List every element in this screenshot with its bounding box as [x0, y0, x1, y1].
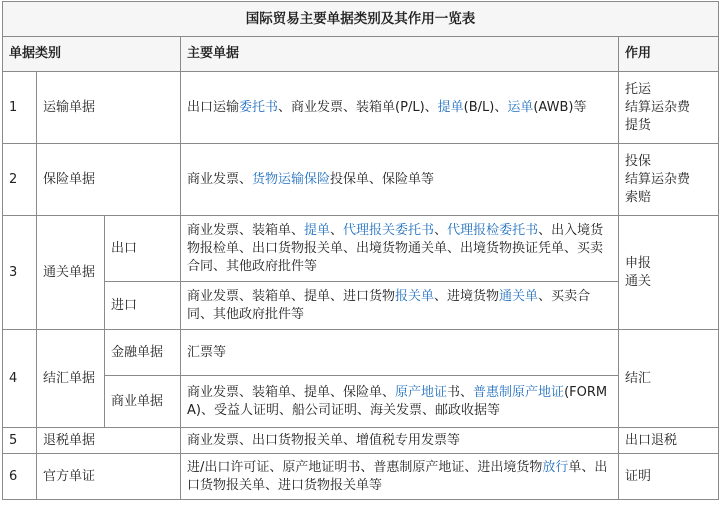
- table-row: [3, 144, 719, 216]
- row-purpose: 申报 通关: [619, 216, 719, 330]
- table-row: [3, 330, 719, 376]
- row-purpose: 托运 结算运杂费 提货: [619, 72, 719, 144]
- sub-category-financial: 金融单据: [105, 330, 181, 376]
- table-row: [3, 376, 719, 428]
- row-number: 6: [3, 454, 37, 500]
- row-category: 结汇单据: [37, 330, 105, 428]
- row-category: 通关单据: [37, 216, 105, 330]
- link-customs-agency-letter[interactable]: 代理报关委托书: [343, 222, 435, 238]
- table-row: [3, 428, 719, 454]
- row-purpose: 投保 结算运杂费 索赔: [619, 144, 719, 216]
- link-certificate-of-origin[interactable]: 原产地证: [395, 384, 448, 400]
- link-bill-of-lading[interactable]: 提单: [304, 222, 331, 238]
- row-number: 4: [3, 330, 37, 428]
- row-documents: 进/出口许可证、原产地证明书、普惠制原产地证、进出境货物放行单、出口货物报关单、进口货物报关单等: [181, 454, 619, 500]
- row-number: 3: [3, 216, 37, 330]
- row-category: 运输单据: [37, 72, 181, 144]
- header-documents: 主要单据: [181, 37, 619, 72]
- table-row: [3, 72, 719, 144]
- row-number: 1: [3, 72, 37, 144]
- row-documents: 汇票等: [181, 330, 619, 376]
- header-category: 单据类别: [3, 37, 181, 72]
- table-title: 国际贸易主要单据类别及其作用一览表: [3, 2, 719, 37]
- row-documents: 商业发票、货物运输保险投保单、保险单等: [181, 144, 619, 216]
- link-inspection-agency-letter[interactable]: 代理报检委托书: [447, 222, 539, 238]
- row-purpose: 结汇: [619, 330, 719, 428]
- row-category: 保险单据: [37, 144, 181, 216]
- table-row: [3, 454, 719, 500]
- link-clearance-form[interactable]: 通关单: [499, 288, 539, 304]
- row-category: 退税单据: [37, 428, 181, 454]
- row-number: 2: [3, 144, 37, 216]
- row-documents: 商业发票、出口货物报关单、增值税专用发票等: [181, 428, 619, 454]
- table-row: [3, 282, 719, 330]
- document-table: [2, 1, 719, 500]
- link-bill-of-lading[interactable]: 提单: [437, 99, 464, 115]
- link-cargo-insurance[interactable]: 货物运输保险: [252, 171, 331, 187]
- link-release[interactable]: 放行: [542, 459, 569, 475]
- row-number: 5: [3, 428, 37, 454]
- link-customs-declaration[interactable]: 报关单: [395, 288, 435, 304]
- row-documents: 商业发票、装箱单、提单、保险单、原产地证书、普惠制原产地证(FORM A)、受益人证明、船公司证明、海关发票、邮政收据等: [181, 376, 619, 428]
- link-gsp-certificate[interactable]: 普惠制原产地证: [473, 384, 565, 400]
- sub-category-commercial: 商业单据: [105, 376, 181, 428]
- header-purpose: 作用: [619, 37, 719, 72]
- sub-category-export: 出口: [105, 216, 181, 282]
- row-documents: 商业发票、装箱单、提单、代理报关委托书、代理报检委托书、出入境货物报检单、出口货物报关单、出境货物通关单、出境货物换证凭单、买卖合同、其他政府批件等: [181, 216, 619, 282]
- link-entrust-letter[interactable]: 委托书: [239, 99, 279, 115]
- row-purpose: 出口退税: [619, 428, 719, 454]
- row-category: 官方单证: [37, 454, 181, 500]
- row-purpose: 证明: [619, 454, 719, 500]
- row-documents: 商业发票、装箱单、提单、进口货物报关单、进境货物通关单、买卖合同、其他政府批件等: [181, 282, 619, 330]
- table-row: [3, 216, 719, 282]
- link-waybill[interactable]: 运单: [507, 99, 534, 115]
- sub-category-import: 进口: [105, 282, 181, 330]
- row-documents: 出口运输委托书、商业发票、装箱单(P/L)、提单(B/L)、运单(AWB)等: [181, 72, 619, 144]
